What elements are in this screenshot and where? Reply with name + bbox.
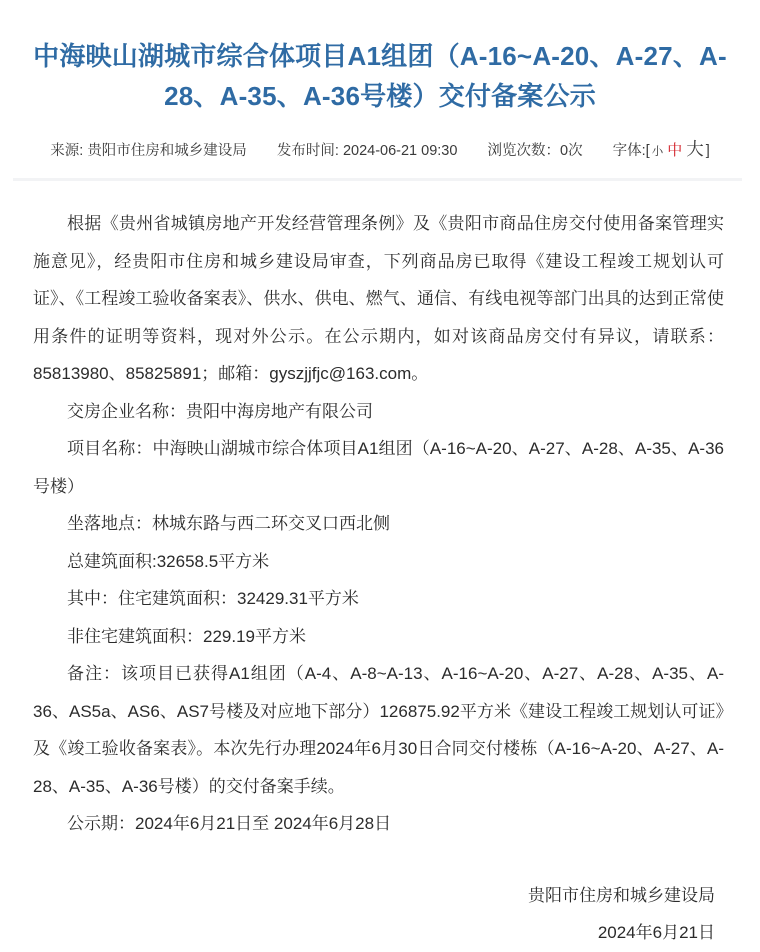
body-paragraph-company: 交房企业名称：贵阳中海房地产有限公司 [67,401,373,421]
meta-views-value: 0次 [560,143,583,159]
bracket-close: ] [705,143,710,159]
signature-block [0,877,760,952]
meta-source-value: 贵阳市住房和城乡建设局 [87,143,247,159]
article-body [0,181,760,843]
signature-date: 2024年6月21日 [597,923,715,942]
body-paragraph-residential-area: 其中：住宅建筑面积：32429.31平方米 [67,589,359,608]
meta-publish-time [277,143,458,159]
meta-source-label: 来源: [50,143,84,159]
meta-publish-value: 2024-06-21 09:30 [342,143,458,159]
body-paragraph-publicity-period: 公示期：2024年6月21日至 2024年6月28日 [67,814,392,833]
font-size-small-button[interactable]: 小 [651,146,664,158]
article-meta-bar [0,138,760,163]
body-paragraph-total-area: 总建筑面积:32658.5平方米 [67,551,270,571]
meta-publish-label: 发布时间: [276,143,339,159]
meta-views-label: 浏览次数： [487,143,560,159]
page-title: 中海映山湖城市综合体项目A1组团（A-16~A-20、A-27、A-28、A-35、A-36号楼）交付备案公示 [33,41,727,111]
font-size-switcher [612,139,710,159]
body-paragraph-nonresidential-area: 非住宅建筑面积：229.19平方米 [67,626,306,646]
meta-view-count [488,143,583,159]
body-paragraph: 根据《贵州省城镇房地产开发经营管理条例》及《贵阳市商品住房交付使用备案管理实施意见》，经贵阳市住房和城乡建设局审查，下列商品房已取得《建设工程竣工规划认可证》、《工程竣工验收备案表》、供水、供电、燃气、通信、有线电视等部门出具的达到正常使用条件的证明等资料，现对外公示。在公示期内，如对该商品房交付有异议，请联系：85813980、85825891；邮箱：gyszjjfjc@163.com。 [33,214,724,383]
font-size-large-button[interactable]: 大 [686,139,704,159]
body-paragraph-project-name: 项目名称：中海映山湖城市综合体项目A1组团（A-16~A-20、A-27、A-28、A-35、A-36号楼） [33,439,724,496]
body-paragraph-location: 坐落地点：林城东路与西二环交叉口西北侧 [67,514,390,533]
body-paragraph-remarks: 备注：该项目已获得A1组团（A-4、A-8~A-13、A-16~A-20、A-27、A-28、A-35、A-36、AS5a、AS6、AS7号楼及对应地下部分）126875.92平方米《建设工程竣工规划认可证》及《竣工验收备案表》。本次先行办理2024年6月30日合同交付楼栋（A-16~A-20、A-27、A-28、A-35、A-36号楼）的交付备案手续。 [33,664,724,796]
bracket-open: [ [645,143,650,159]
font-size-medium-button[interactable]: 中 [667,142,683,159]
font-size-label: 字体: [612,143,646,159]
meta-source [50,143,247,159]
signature-department: 贵阳市住房和城乡建设局 [528,885,715,905]
